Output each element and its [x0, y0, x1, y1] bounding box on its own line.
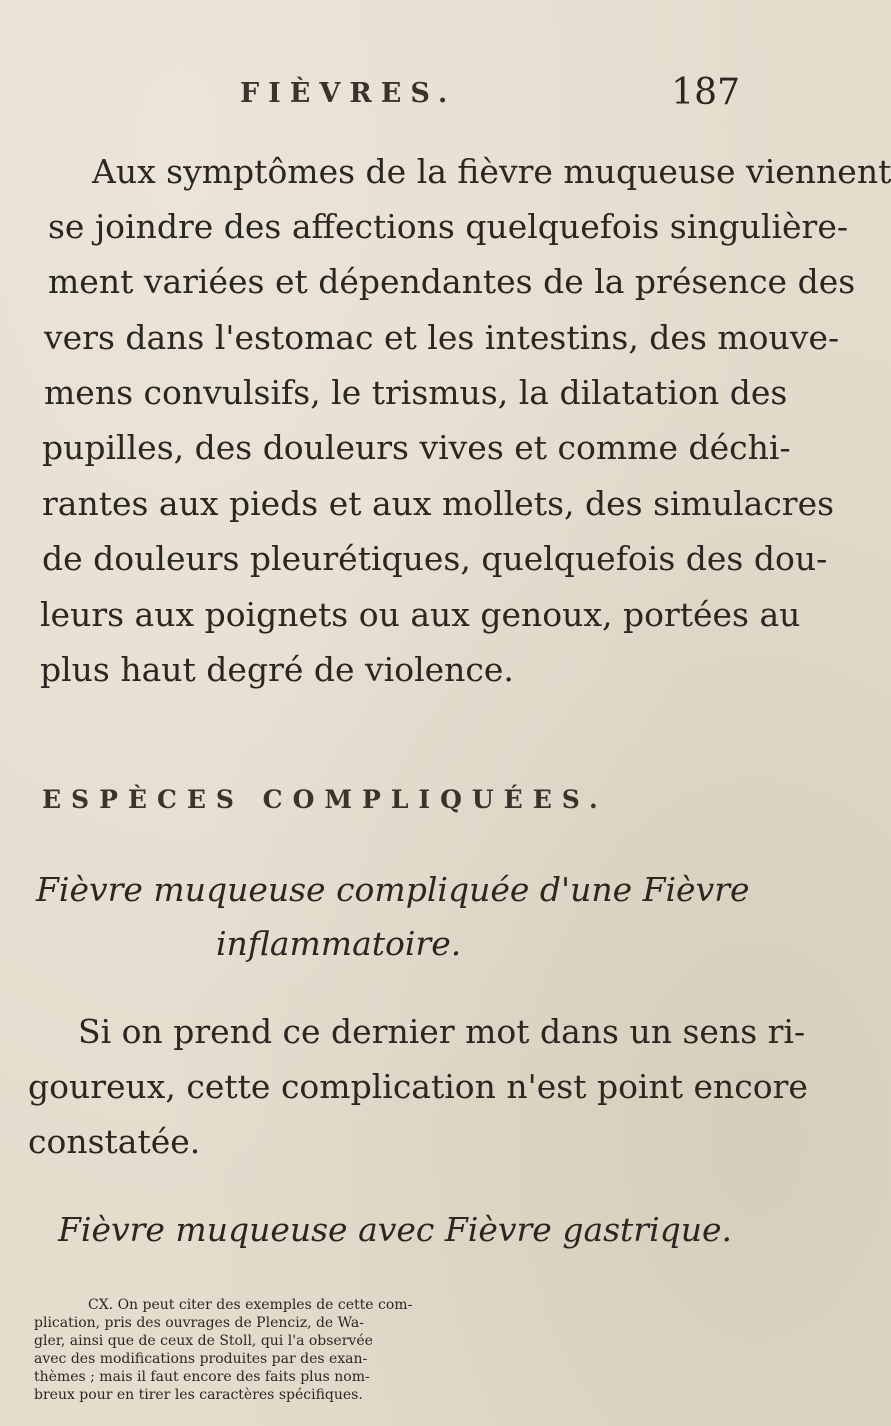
- text-line: ment variées et dépendantes de la présence des: [48, 262, 856, 301]
- text-line: mens convulsifs, le trismus, la dilatation des: [44, 373, 788, 412]
- running-head: FIÈVRES.: [240, 78, 457, 109]
- text-line: CX. On peut citer des exemples de cette com-: [88, 1297, 413, 1313]
- text-line: gler, ainsi que de ceux de Stoll, qui l'a observée: [34, 1333, 373, 1349]
- text-line: goureux, cette complication n'est point encore: [28, 1067, 808, 1106]
- text-line: constatée.: [28, 1122, 201, 1161]
- text-line: avec des modifications produites par des exan-: [34, 1351, 368, 1367]
- text-line: Si on prend ce dernier mot dans un sens ri-: [78, 1012, 806, 1051]
- text-line: breux pour en tirer les caractères spécifiques.: [34, 1387, 363, 1403]
- subheading-line: inflammatoire.: [216, 924, 462, 963]
- text-line: plus haut degré de violence.: [40, 650, 514, 689]
- text-line: vers dans l'estomac et les intestins, des mouve-: [44, 318, 840, 357]
- text-line: leurs aux poignets ou aux genoux, portées au: [40, 595, 801, 634]
- section-heading: ESPÈCES COMPLIQUÉES.: [42, 785, 608, 814]
- page-number: 187: [671, 72, 740, 113]
- subheading-line: Fièvre muqueuse avec Fièvre gastrique.: [58, 1210, 733, 1249]
- text-line: plication, pris des ouvrages de Plenciz, de Wa-: [34, 1315, 364, 1331]
- text-line: rantes aux pieds et aux mollets, des simulacres: [42, 484, 835, 523]
- subheading-line: Fièvre muqueuse compliquée d'une Fièvre: [36, 870, 750, 909]
- text-line: se joindre des affections quelquefois singulière-: [48, 207, 848, 246]
- page-header: [240, 72, 740, 122]
- text-line: de douleurs pleurétiques, quelquefois des dou-: [42, 539, 828, 578]
- text-line: Aux symptômes de la fièvre muqueuse viennent: [92, 152, 891, 191]
- text-line: thèmes ; mais il faut encore des faits plus nom-: [34, 1369, 370, 1385]
- text-line: pupilles, des douleurs vives et comme déchi-: [42, 428, 791, 467]
